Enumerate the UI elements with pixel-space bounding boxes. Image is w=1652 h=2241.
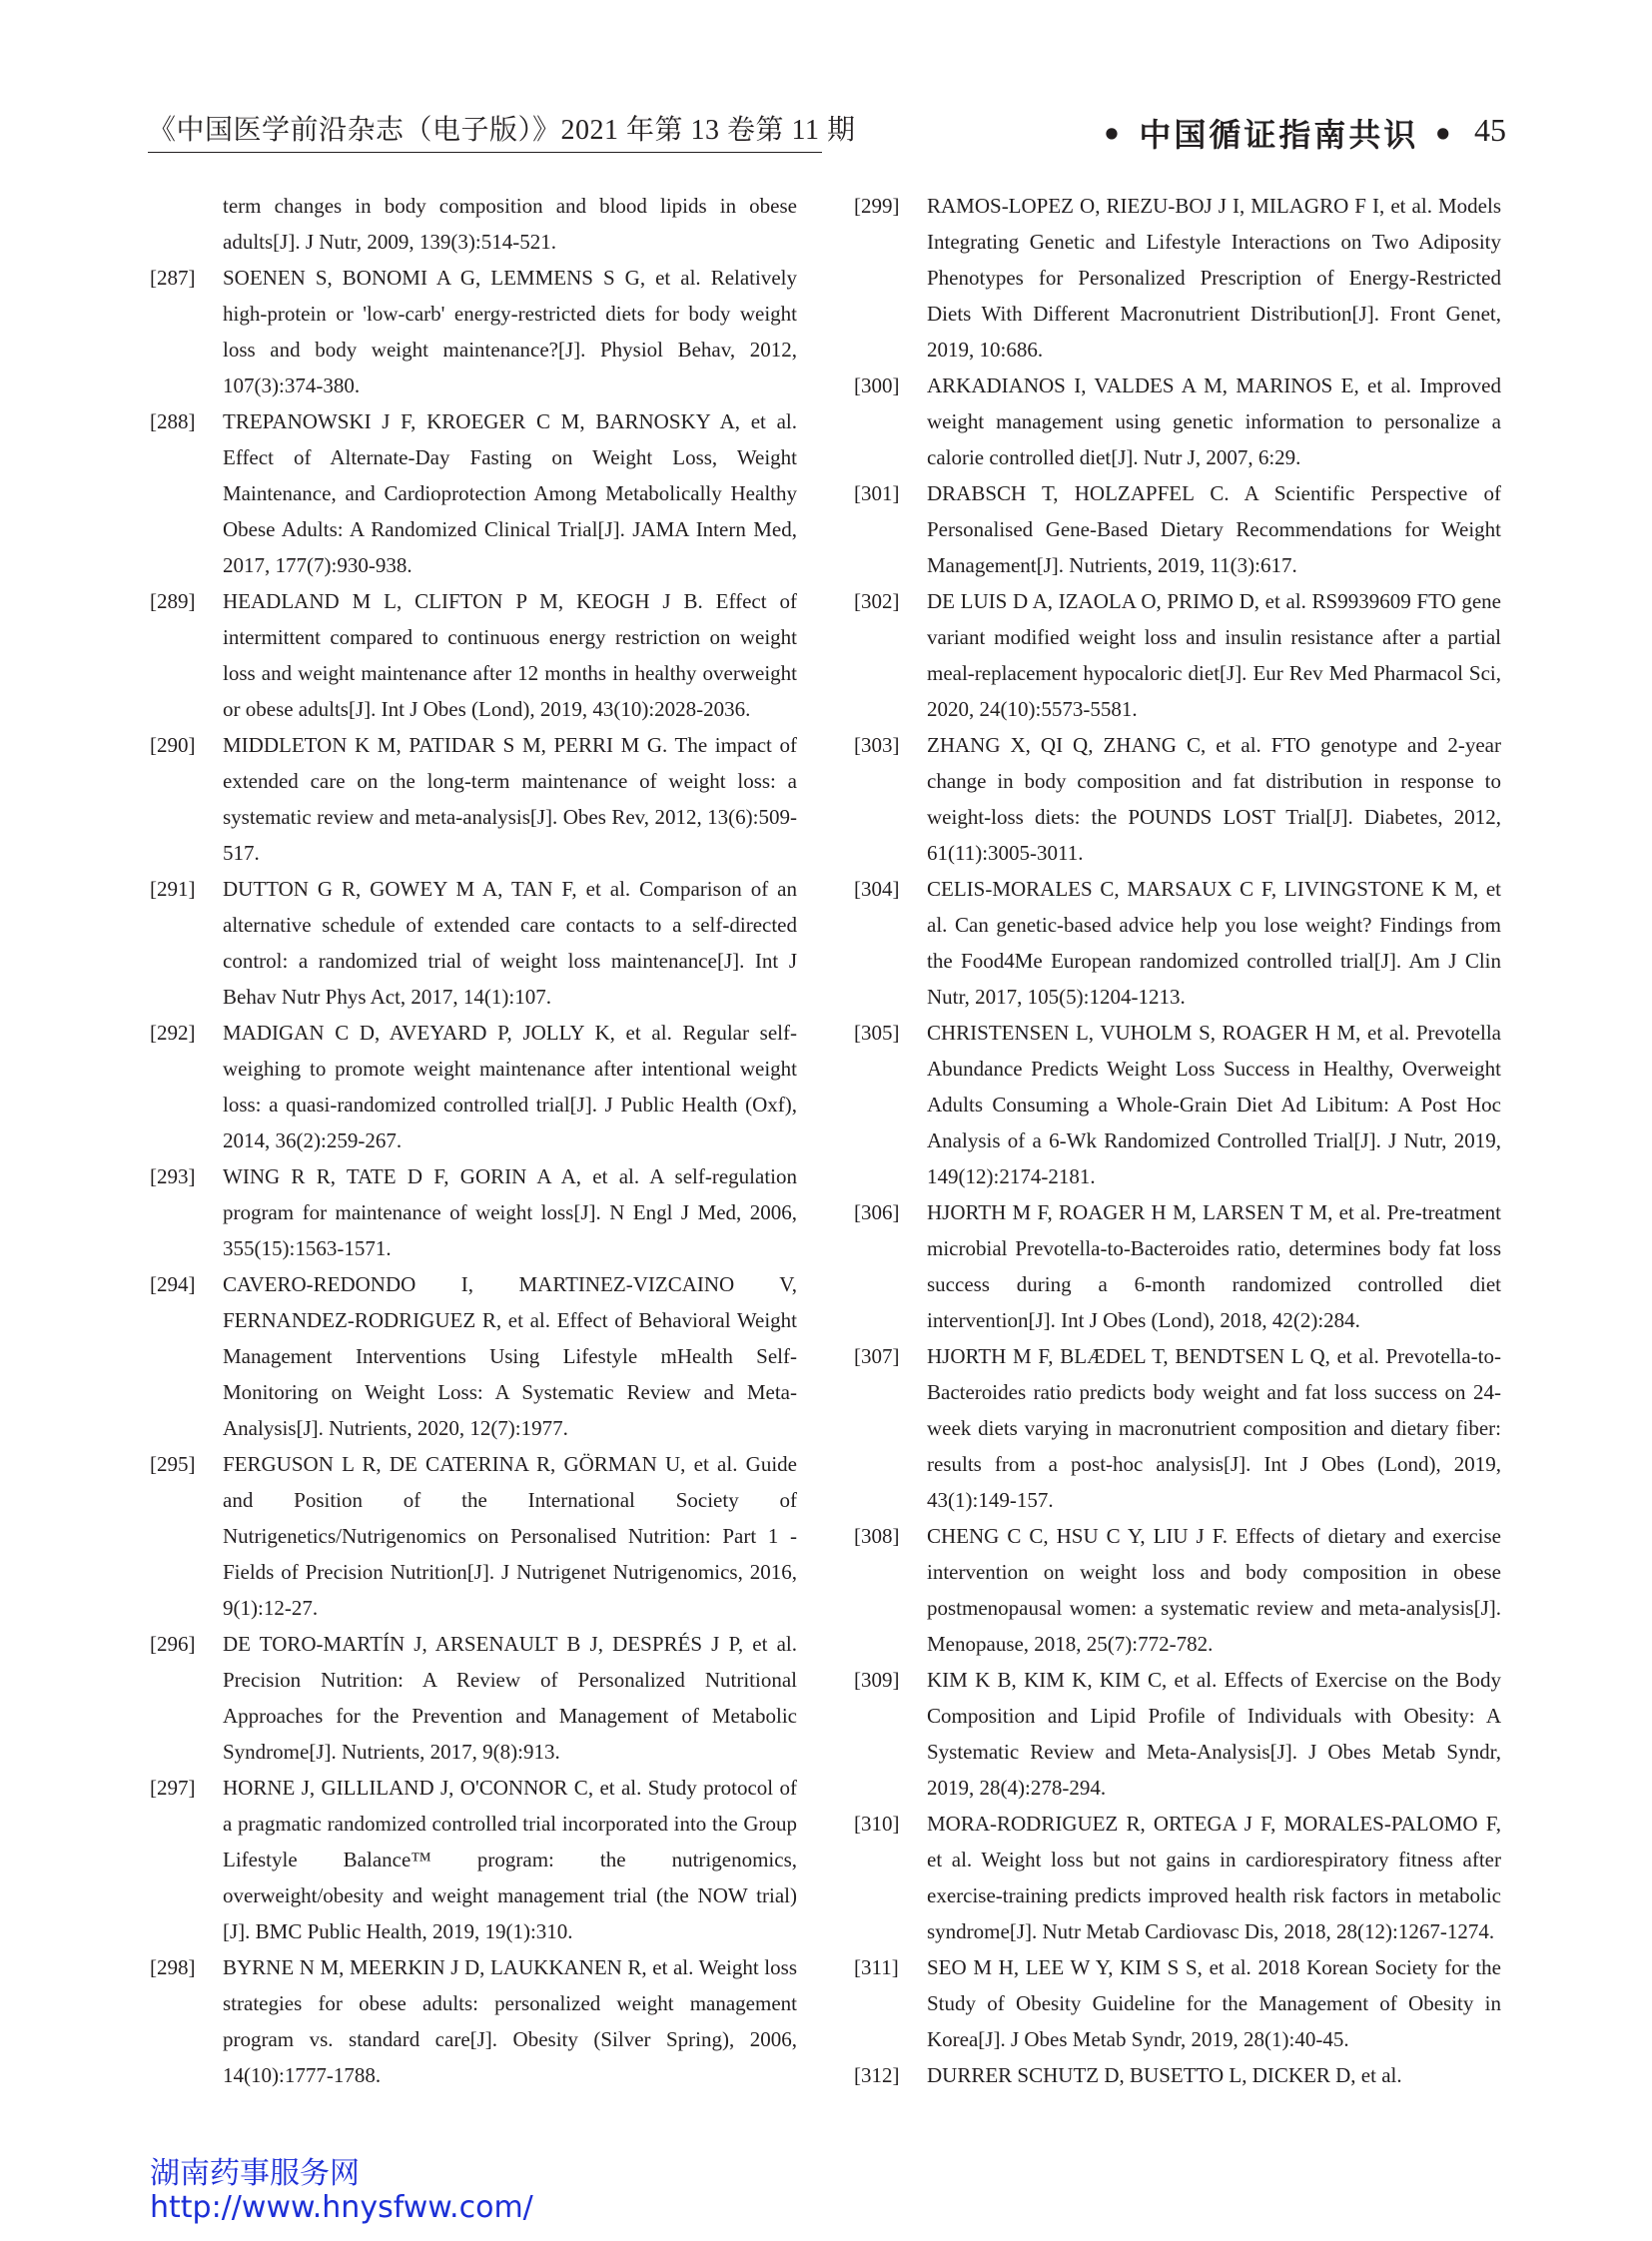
reference-item — [854, 1194, 1501, 1338]
header-rule — [148, 152, 822, 153]
reference-item — [854, 727, 1501, 871]
reference-text: CHRISTENSEN L, VUHOLM S, ROAGER H M, et al. Prevotella Abundance Predicts Weight Loss Success in Healthy, Overweight Adults Consuming a Whole-Grain Diet Ad Libitum: A Post Hoc Analysis of a 6-Wk Randomized Controlled Trial[J]. J Nutr, 2019, 149(12):2174-2181. — [927, 1021, 1501, 1188]
reference-text: DRABSCH T, HOLZAPFEL C. A Scientific Perspective of Personalised Gene-Based Dietary Recommendations for Weight Management[J]. Nutrients, 2019, 11(3):617. — [927, 481, 1501, 577]
reference-item — [150, 1158, 797, 1266]
reference-number: [300] — [854, 374, 900, 397]
reference-item — [150, 260, 797, 403]
reference-number: [291] — [150, 877, 196, 901]
reference-number: [312] — [854, 2063, 900, 2087]
reference-text: KIM K B, KIM K, KIM C, et al. Effects of Exercise on the Body Composition and Lipid Profile of Individuals with Obesity: A Systematic Review and Meta-Analysis[J]. J Obes Metab Syndr, 2019, 28(4):278-294. — [927, 1668, 1501, 1800]
reference-number: [296] — [150, 1632, 196, 1656]
reference-item — [854, 871, 1501, 1015]
right-column — [854, 188, 1501, 2093]
reference-text: CHENG C C, HSU C Y, LIU J F. Effects of dietary and exercise intervention on weight loss and body composition in obese postmenopausal women: a systematic review and meta-analysis[J]. Menopause, 2018, 25(7):772-782. — [927, 1524, 1501, 1656]
reference-item — [150, 1949, 797, 2093]
reference-number: [308] — [854, 1524, 900, 1548]
reference-item — [150, 1015, 797, 1158]
reference-number: [311] — [854, 1955, 899, 1979]
reference-item — [150, 727, 797, 871]
reference-item — [150, 583, 797, 727]
left-column — [150, 188, 797, 2093]
reference-text: CAVERO-REDONDO I, MARTINEZ-VIZCAINO V, FERNANDEZ-RODRIGUEZ R, et al. Effect of Behavioral Weight Management Interventions Using Lifestyle mHealth Self-Monitoring on Weight Loss: A Systematic Review and Meta-Analysis[J]. Nutrients, 2020, 12(7):1977. — [223, 1272, 797, 1440]
reference-number: [310] — [854, 1812, 900, 1836]
reference-text: DE TORO-MARTÍN J, ARSENAULT B J, DESPRÉS J P, et al. Precision Nutrition: A Review of Personalized Nutritional Approaches for the Prevention and Management of Metabolic Syndrome[J]. Nutrients, 2017, 9(8):913. — [223, 1632, 797, 1764]
reference-text: MIDDLETON K M, PATIDAR S M, PERRI M G. The impact of extended care on the long-term maintenance of weight loss: a systematic review and meta-analysis[J]. Obes Rev, 2012, 13(6):509-517. — [223, 733, 797, 865]
reference-item — [150, 1266, 797, 1446]
reference-item — [150, 1626, 797, 1770]
page-number: 45 — [1474, 112, 1506, 148]
reference-number: [305] — [854, 1021, 900, 1045]
reference-continuation: term changes in body composition and blood lipids in obese adults[J]. J Nutr, 2009, 139(3):514-521. — [223, 194, 797, 254]
reference-text: HEADLAND M L, CLIFTON P M, KEOGH J B. Effect of intermittent compared to continuous energy restriction on weight loss and weight maintenance after 12 months in healthy overweight or obese adults[J]. Int J Obes (Lond), 2019, 43(10):2028-2036. — [223, 589, 797, 721]
reference-item — [854, 2057, 1501, 2093]
reference-number: [303] — [854, 733, 900, 757]
reference-text: CELIS-MORALES C, MARSAUX C F, LIVINGSTONE K M, et al. Can genetic-based advice help you lose weight? Findings from the Food4Me European randomized controlled trial[J]. Am J Clin Nutr, 2017, 105(5):1204-1213. — [927, 877, 1501, 1009]
reference-item — [854, 1338, 1501, 1518]
reference-item — [854, 368, 1501, 475]
reference-text: SOENEN S, BONOMI A G, LEMMENS S G, et al. Relatively high-protein or 'low-carb' energy-restricted diets for body weight loss and body weight maintenance?[J]. Physiol Behav, 2012, 107(3):374-380. — [223, 266, 797, 397]
reference-item — [150, 403, 797, 583]
reference-text: SEO M H, LEE W Y, KIM S S, et al. 2018 Korean Society for the Study of Obesity Guideline for the Management of Obesity in Korea[J]. J Obes Metab Syndr, 2019, 28(1):40-45. — [927, 1955, 1501, 2051]
reference-number: [298] — [150, 1955, 196, 1979]
reference-item — [854, 475, 1501, 583]
reference-item — [150, 871, 797, 1015]
reference-text: DE LUIS D A, IZAOLA O, PRIMO D, et al. RS9939609 FTO gene variant modified weight loss and insulin resistance after a partial meal-replacement hypocaloric diet[J]. Eur Rev Med Pharmacol Sci, 2020, 24(10):5573-5581. — [927, 589, 1501, 721]
reference-number: [295] — [150, 1452, 196, 1476]
reference-item — [854, 583, 1501, 727]
reference-number: [306] — [854, 1200, 900, 1224]
reference-number: [290] — [150, 733, 196, 757]
reference-number: [304] — [854, 877, 900, 901]
watermark-url[interactable]: http://www.hnysfww.com/ — [150, 2190, 533, 2225]
reference-number: [302] — [854, 589, 900, 613]
reference-text: FERGUSON L R, DE CATERINA R, GÖRMAN U, et al. Guide and Position of the International Society of Nutrigenetics/Nutrigenomics on Personalised Nutrition: Part 1 - Fields of Precision Nutrition[J]. J Nutrigenet Nutrigenomics, 2016, 9(1):12-27. — [223, 1452, 797, 1620]
reference-item — [854, 1518, 1501, 1662]
reference-text: DUTTON G R, GOWEY M A, TAN F, et al. Comparison of an alternative schedule of extended care contacts to a self-directed control: a randomized trial of weight loss maintenance[J]. Int J Behav Nutr Phys Act, 2017, 14(1):107. — [223, 877, 797, 1009]
reference-number: [287] — [150, 266, 196, 290]
reference-number: [294] — [150, 1272, 196, 1296]
reference-item — [854, 1015, 1501, 1194]
reference-text: HORNE J, GILLILAND J, O'CONNOR C, et al. Study protocol of a pragmatic randomized controlled trial incorporated into the Group Lifestyle Balance™ program: the nutrigenomics, overweight/obesity and weight management trial (the NOW trial)[J]. BMC Public Health, 2019, 19(1):310. — [223, 1776, 797, 1943]
reference-item — [854, 1949, 1501, 2057]
reference-number: [301] — [854, 481, 900, 505]
reference-text: HJORTH M F, ROAGER H M, LARSEN T M, et al. Pre-treatment microbial Prevotella-to-Bacteroides ratio, determines body fat loss success during a 6-month randomized controlled diet intervention[J]. Int J Obes (Lond), 2018, 42(2):284. — [927, 1200, 1501, 1332]
watermark-name: 湖南药事服务网 — [150, 2156, 360, 2191]
reference-number: [289] — [150, 589, 196, 613]
reference-text: WING R R, TATE D F, GORIN A A, et al. A self-regulation program for maintenance of weight loss[J]. N Engl J Med, 2006, 355(15):1563-1571. — [223, 1164, 797, 1260]
reference-text: MADIGAN C D, AVEYARD P, JOLLY K, et al. Regular self-weighing to promote weight maintenance after intentional weight loss: a quasi-randomized controlled trial[J]. J Public Health (Oxf), 2014, 36(2):259-267. — [223, 1021, 797, 1152]
section-title: • 中国循证指南共识 • — [1101, 116, 1456, 154]
reference-text: DURRER SCHUTZ D, BUSETTO L, DICKER D, et al. — [927, 2063, 1402, 2087]
reference-item — [150, 1770, 797, 1949]
reference-item — [854, 1662, 1501, 1806]
reference-text: ZHANG X, QI Q, ZHANG C, et al. FTO genotype and 2-year change in body composition and fat distribution in response to weight-loss diets: the POUNDS LOST Trial[J]. Diabetes, 2012, 61(11):3005-3011. — [927, 733, 1501, 865]
reference-item — [150, 1446, 797, 1626]
reference-text: MORA-RODRIGUEZ R, ORTEGA J F, MORALES-PALOMO F, et al. Weight loss but not gains in cardiorespiratory fitness after exercise-training predicts improved health risk factors in metabolic syndrome[J]. Nutr Metab Cardiovasc Dis, 2018, 28(12):1267-1274. — [927, 1812, 1501, 1943]
reference-text: ARKADIANOS I, VALDES A M, MARINOS E, et al. Improved weight management using genetic information to personalize a calorie controlled diet[J]. Nutr J, 2007, 6:29. — [927, 374, 1501, 469]
reference-number: [299] — [854, 194, 900, 218]
reference-text: HJORTH M F, BLÆDEL T, BENDTSEN L Q, et al. Prevotella-to-Bacteroides ratio predicts body weight and fat loss success on 24-week diets varying in macronutrient composition and dietary fiber: results from a post-hoc analysis[J]. Int J Obes (Lond), 2019, 43(1):149-157. — [927, 1344, 1501, 1512]
reference-item — [854, 1806, 1501, 1949]
watermark — [150, 2157, 533, 2225]
reference-text: BYRNE N M, MEERKIN J D, LAUKKANEN R, et al. Weight loss strategies for obese adults: personalized weight management program vs. standard care[J]. Obesity (Silver Spring), 2006, 14(10):1777-1788. — [223, 1955, 797, 2087]
reference-number: [307] — [854, 1344, 900, 1368]
reference-item — [854, 188, 1501, 368]
journal-title: 《中国医学前沿杂志（电子版）》2021 年第 13 卷第 11 期 — [148, 115, 856, 146]
reference-text: RAMOS-LOPEZ O, RIEZU-BOJ J I, MILAGRO F I, et al. Models Integrating Genetic and Lifestyle Interactions on Two Adiposity Phenotypes for Personalized Prescription of Energy-Restricted Diets With Different Macronutrient Distribution[J]. Front Genet, 2019, 10:686. — [927, 194, 1501, 362]
page-header — [148, 108, 1506, 158]
reference-text: TREPANOWSKI J F, KROEGER C M, BARNOSKY A, et al. Effect of Alternate-Day Fasting on Weight Loss, Weight Maintenance, and Cardioprotection Among Metabolically Healthy Obese Adults: A Randomized Clinical Trial[J]. JAMA Intern Med, 2017, 177(7):930-938. — [223, 409, 797, 577]
reference-number: [292] — [150, 1021, 196, 1045]
reference-number: [309] — [854, 1668, 900, 1692]
reference-number: [293] — [150, 1164, 196, 1188]
reference-number: [288] — [150, 409, 196, 433]
reference-number: [297] — [150, 1776, 196, 1800]
